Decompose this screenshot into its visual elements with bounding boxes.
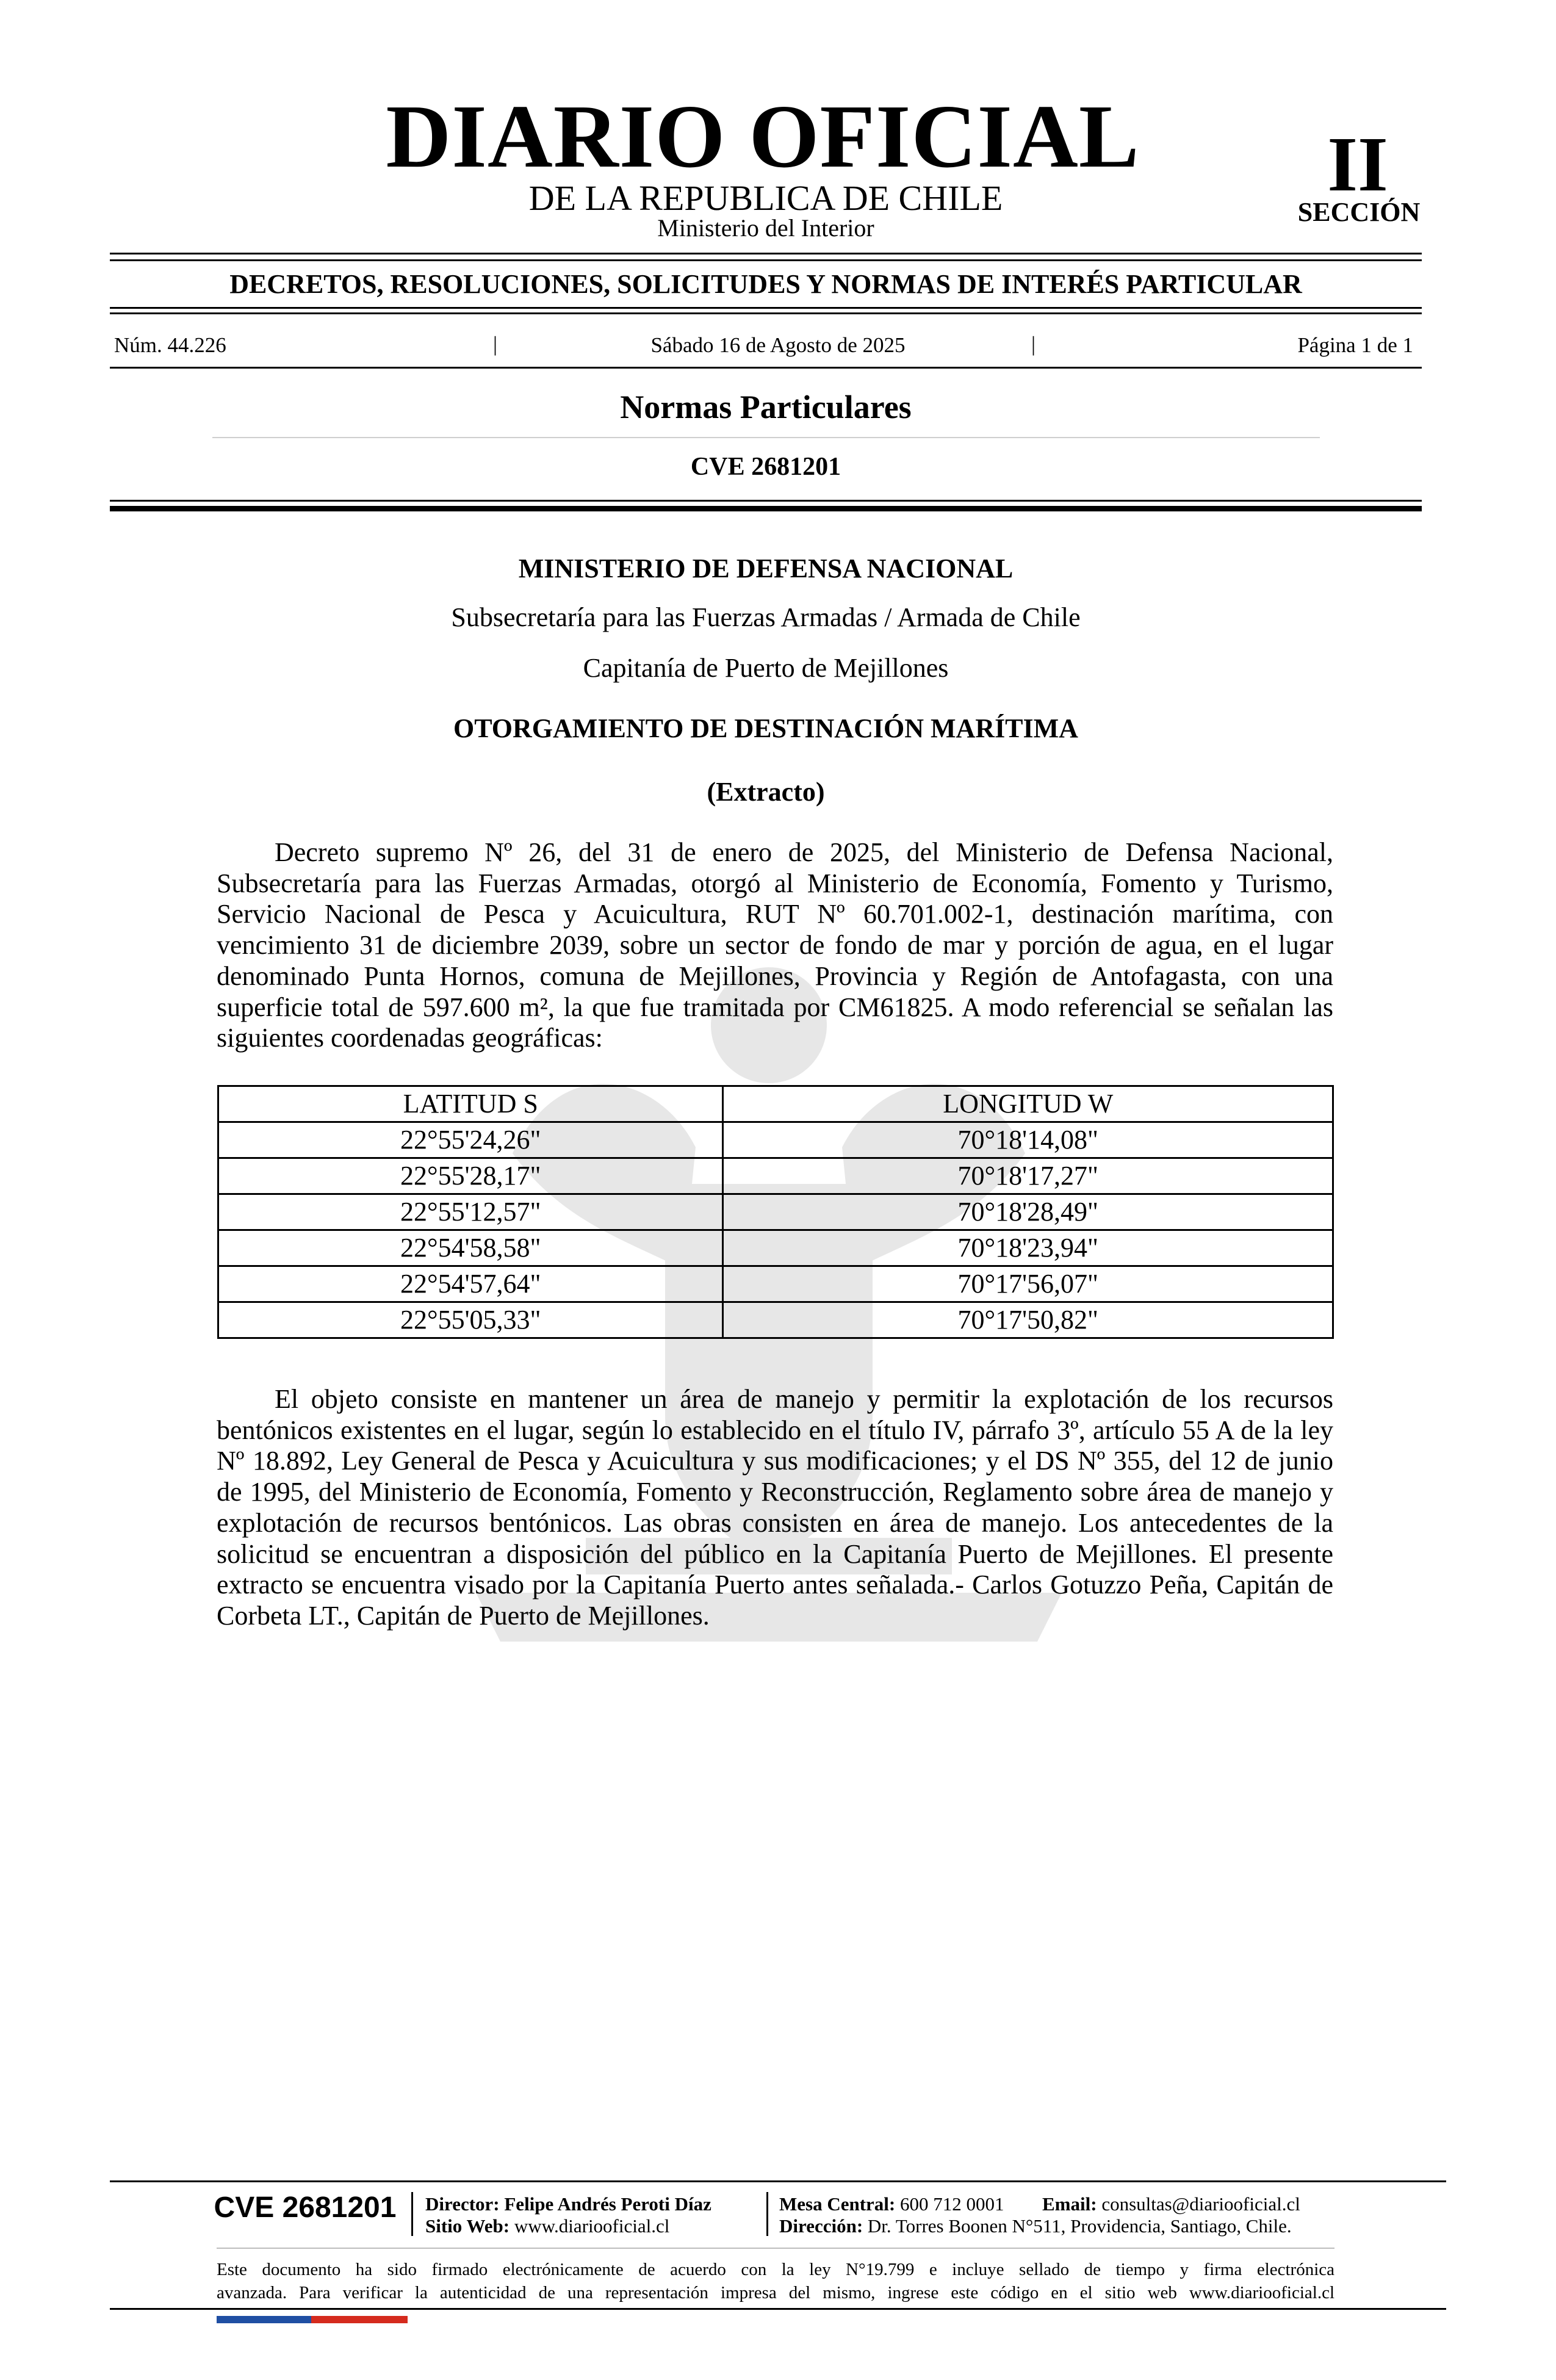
header-rule-thick <box>110 506 1422 511</box>
longitude-cell: 70°17'50,82" <box>723 1302 1333 1338</box>
footer-phone <box>779 2194 1004 2213</box>
masthead-rule-double <box>110 259 1422 261</box>
longitude-cell: 70°18'17,27" <box>723 1158 1333 1194</box>
footer-phone-label: Mesa Central: <box>779 2193 896 2215</box>
issue-separator: | <box>493 332 498 356</box>
table-header-longitude: LONGITUD W <box>723 1086 1333 1122</box>
subsecretaria-line: Subsecretaría para las Fuerzas Armadas / Armada de Chile <box>451 602 1081 632</box>
cve-code: CVE 2681201 <box>690 453 841 481</box>
table-row <box>218 1158 1333 1194</box>
footer-cve-code: CVE 2681201 <box>214 2191 397 2224</box>
masthead-subtitle: DE LA REPUBLICA DE CHILE <box>528 178 1003 218</box>
issue-page: Página 1 de 1 <box>1297 333 1413 357</box>
footer-notice-line: Este documento ha sido firmado electrónicamente de acuerdo con la ley N°19.799 e incluye sellado de tiempo y firma electrónica <box>217 2260 1334 2279</box>
section-banner: DECRETOS, RESOLUCIONES, SOLICITUDES Y NORMAS DE INTERÉS PARTICULAR <box>229 269 1302 299</box>
footer-website-link[interactable]: www.diariooficial.cl <box>514 2215 670 2237</box>
table-row <box>218 1230 1333 1266</box>
issue-separator: | <box>1031 332 1036 356</box>
table-row <box>218 1122 1333 1158</box>
masthead-title: DIARIO OFICIAL <box>386 87 1140 187</box>
footer-rule-top <box>110 2180 1446 2182</box>
footer-director-name: Felipe Andrés Peroti Díaz <box>504 2193 711 2215</box>
latitude-cell: 22°54'58,58" <box>218 1230 723 1266</box>
document-subtitle: (Extracto) <box>707 777 825 807</box>
capitania-line: Capitanía de Puerto de Mejillones <box>583 653 949 683</box>
latitude-cell: 22°55'24,26" <box>218 1122 723 1158</box>
footer-rule-middle <box>217 2248 1334 2249</box>
table-header-latitude: LATITUD S <box>218 1086 723 1122</box>
footer-address-label: Dirección: <box>779 2215 863 2237</box>
footer-address-text: Dr. Torres Boonen N°511, Providencia, Santiago, Chile. <box>867 2215 1292 2237</box>
latitude-cell: 22°54'57,64" <box>218 1266 723 1302</box>
table-row <box>218 1194 1333 1230</box>
body-paragraph: Decreto supremo Nº 26, del 31 de enero de 2025, del Ministerio de Defensa Nacional, Subsecretaría para las Fuerzas Armadas, otorgó al Ministerio de Economía, Fomento y Turismo, Servicio Nacional de Pesca y Acuicultura, RUT Nº 60.701.002-1, destinación marítima, con vencimiento 31 de diciembre 2039, sobre un sector de fondo de mar y porción de agua, en el lugar denominado Punta Hornos, comuna de Mejillones, Provincia y Región de Antofagasta, con una superficie total de 597.600 m², la que fue tramitada por CM61825. A modo referencial se señalan las siguientes coordenadas geográficas: <box>217 837 1333 1053</box>
footer-phone-number: 600 712 0001 <box>900 2193 1004 2215</box>
footer-website-label: Sitio Web: <box>425 2215 510 2237</box>
footer-address <box>779 2216 1292 2235</box>
footer-email-link[interactable]: consultas@diariooficial.cl <box>1101 2193 1300 2215</box>
longitude-cell: 70°18'23,94" <box>723 1230 1333 1266</box>
footer-director-label: Director: <box>425 2193 500 2215</box>
longitude-cell: 70°18'28,49" <box>723 1194 1333 1230</box>
footer-notice-line: avanzada. Para verificar la autenticidad de una representación impresa del mismo, ingrese este código en el sitio web www.diariooficial.cl <box>217 2283 1334 2302</box>
masthead-ministry: Ministerio del Interior <box>657 214 874 242</box>
footer-divider <box>766 2192 768 2236</box>
footer-rule-bottom <box>110 2308 1446 2310</box>
flag-stripe-red <box>311 2316 408 2323</box>
footer-email-label: Email: <box>1042 2193 1097 2215</box>
flag-stripe-blue <box>217 2316 311 2323</box>
table-header-row <box>218 1086 1333 1122</box>
issue-date: Sábado 16 de Agosto de 2025 <box>650 333 906 357</box>
longitude-cell: 70°18'14,08" <box>723 1122 1333 1158</box>
document-title: OTORGAMIENTO DE DESTINACIÓN MARÍTIMA <box>453 713 1078 743</box>
section-number: II <box>1327 121 1388 207</box>
body-paragraph: El objeto consiste en mantener un área de manejo y permitir la explotación de los recursos bentónicos existentes en el lugar, según lo establecido en el título IV, párrafo 3º, artículo 55 A de la ley Nº 18.892, Ley General de Pesca y Acuicultura y sus modificaciones; y el DS Nº 355, del 12 de junio de 1995, del Ministerio de Economía, Fomento y Reconstrucción, Reglamento sobre área de manejo y explotación de recursos bentónicos. Las obras consisten en área de manejo. Los antecedentes de la solicitud se encuentran a disposición del público en la Capitanía Puerto de Mejillones. El presente extracto se encuentra visado por la Capitanía Puerto antes señalada.- Carlos Gotuzzo Peña, Capitán de Corbeta LT., Capitán de Puerto de Mejillones. <box>217 1384 1333 1631</box>
footer-divider <box>411 2192 413 2236</box>
table-row <box>218 1302 1333 1338</box>
ministry-heading: MINISTERIO DE DEFENSA NACIONAL <box>518 554 1014 583</box>
footer-website <box>425 2216 669 2235</box>
longitude-cell: 70°17'56,07" <box>723 1266 1333 1302</box>
section-word: SECCIÓN <box>1297 197 1421 227</box>
issue-number: Núm. 44.226 <box>114 333 226 357</box>
issue-rule <box>110 367 1422 369</box>
latitude-cell: 22°55'28,17" <box>218 1158 723 1194</box>
header-rule-thin <box>110 500 1422 502</box>
latitude-cell: 22°55'12,57" <box>218 1194 723 1230</box>
coordinates-table <box>217 1085 1334 1339</box>
footer-email <box>1042 2194 1300 2213</box>
banner-rule-bottom <box>110 312 1422 314</box>
latitude-cell: 22°55'05,33" <box>218 1302 723 1338</box>
section-title-underline <box>212 437 1320 438</box>
masthead-rule-top <box>110 253 1422 254</box>
banner-rule-top <box>110 307 1422 309</box>
table-row <box>218 1266 1333 1302</box>
footer-director <box>425 2194 711 2213</box>
section-title: Normas Particulares <box>620 389 912 425</box>
